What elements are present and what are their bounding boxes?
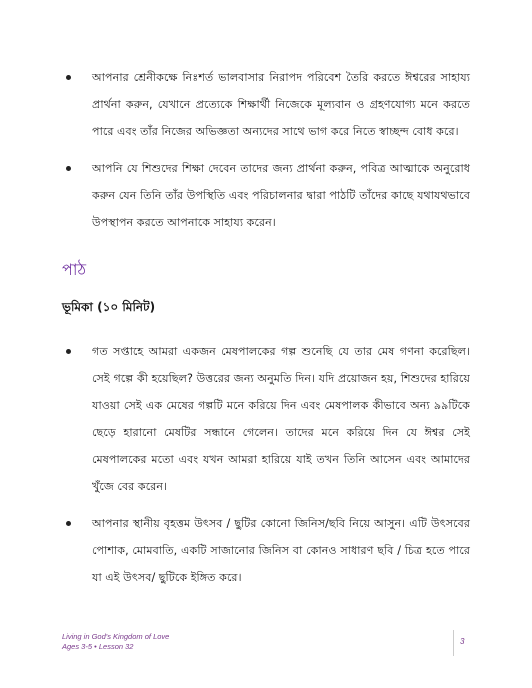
bullet-icon bbox=[66, 349, 71, 354]
footer-separator: • bbox=[94, 642, 97, 651]
page-footer bbox=[62, 632, 169, 652]
bullet-icon bbox=[66, 75, 71, 80]
list-item bbox=[66, 510, 470, 591]
page-number: 3 bbox=[460, 637, 465, 646]
bullet-text: গত সপ্তাহে আমরা একজন মেষপালকের গল্প শুনেছি যে তার মেষ গণনা করেছিল। সেই গল্পে কী হয়েছিল? উত্তরের জন্য অনুমতি দিন। যদি প্রয়োজন হয়, শিশুদের হারিয়ে যাওয়া সেই এক মেষের গল্পটি মনে করিয়ে দিন এবং মেষপালক কীভাবে অন্য ৯৯টিকে ছেড়ে হারানো মেষটির সন্ধানে গেলেন। তাদের মনে করিয়ে দিন যে ঈশ্বর সেই মেষপালকের মতো এবং যখন আমরা হারিয়ে যাই তখন তিনি আসেন এবং আমাদের খুঁজে বের করেন। bbox=[92, 345, 470, 493]
bullet-text: আপনি যে শিশুদের শিক্ষা দেবেন তাদের জন্য প্রার্থনা করুন, পবিত্র আত্মাকে অনুরোধ করুন যেন তিনি তাঁর উপস্থিতি এবং পরিচালনার দ্বারা পাঠটি তাঁদের কাছে যথাযথভাবে উপস্থাপন করতে আপনাকে সাহায্য করেন। bbox=[92, 162, 470, 229]
bullet-icon bbox=[66, 166, 71, 171]
prayer-list bbox=[66, 64, 470, 246]
bullet-icon bbox=[66, 521, 71, 526]
list-item bbox=[66, 155, 470, 236]
footer-meta bbox=[62, 642, 169, 652]
bullet-text: আপনার শ্রেনীকক্ষে নিঃশর্ত ভালবাসার নিরাপদ পরিবেশ তৈরি করতে ঈশ্বরের সাহায্য প্রার্থনা করুন, যেখানে প্রত্যেকে শিক্ষার্থী নিজেকে মূল্যবান ও গ্রহণযোগ্য মনে করতে পারে এবং তাঁর নিজের অভিজ্ঞতা অন্যদের সাথে ভাগ করে নিতে স্বাচ্ছন্দ বোধ করে। bbox=[92, 71, 470, 138]
footer-lesson: Lesson 32 bbox=[98, 642, 134, 651]
bullet-text: আপনার স্থানীয় বৃহত্তম উৎসব / ছুটির কোনো জিনিস/ছবি নিয়ে আসুন। এটি উৎসবের পোশাক, মোমবাতি, একটি সাজানোর জিনিস বা কোনও সাধারণ ছবি / চিত্র হতে পারে যা এই উৎসব/ ছুটিকে ইঙ্গিত করে। bbox=[92, 517, 470, 584]
section-subheading: ভূমিকা (১০ মিনিট) bbox=[62, 300, 156, 314]
list-item bbox=[66, 338, 470, 500]
list-item bbox=[66, 64, 470, 145]
page-number-divider bbox=[453, 630, 454, 656]
section-heading: পাঠ bbox=[62, 260, 87, 279]
footer-ages: Ages 3-5 bbox=[62, 642, 93, 651]
footer-title: Living in God's Kingdom of Love bbox=[62, 632, 170, 641]
introduction-list bbox=[66, 338, 470, 601]
